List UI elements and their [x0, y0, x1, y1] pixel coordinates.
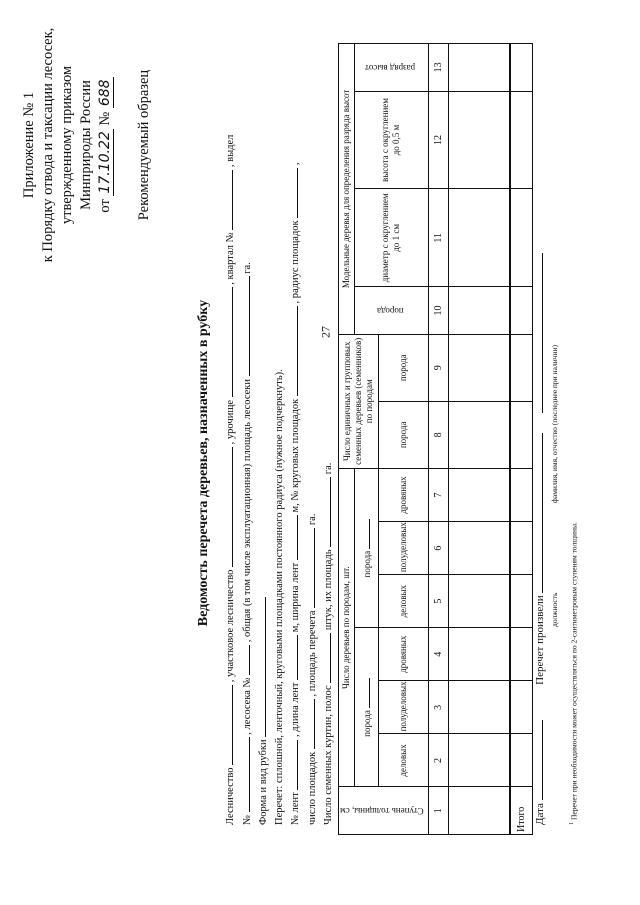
- blank-no-krugovykh[interactable]: [287, 306, 298, 396]
- label-no: №: [241, 814, 253, 825]
- total-cell[interactable]: [510, 287, 532, 335]
- field-row-4: Перечет: сплошной, ленточный, круговыми площадками постоянного радиуса (нужное подчеркнуть).: [273, 369, 285, 825]
- label-chislo-semennykh: Число семенных куртин, полос: [323, 685, 334, 825]
- blank-no-lent[interactable]: [287, 740, 298, 790]
- blank-urochishche[interactable]: [222, 287, 233, 397]
- header-poludelovykh-1: полуделовых: [378, 681, 428, 734]
- appendix-order-line: [96, 5, 115, 285]
- table-numbers-row: [428, 44, 448, 835]
- header-diameter: диаметр с округлением до 1 см: [355, 189, 429, 287]
- col-number: 7: [428, 468, 448, 521]
- col-number: 12: [428, 91, 448, 189]
- field-row-3: [255, 135, 272, 825]
- total-cell[interactable]: [510, 468, 532, 521]
- label-total-area: , общая (в том числе эксплуатационная) площадь лесосеки: [241, 379, 253, 643]
- label-perechet-proizveli: Перечет произвели: [534, 595, 546, 685]
- caption-dolzhnost: должность: [550, 592, 559, 627]
- col-number: 3: [428, 681, 448, 734]
- table-cell[interactable]: [448, 91, 510, 189]
- table-cell[interactable]: [448, 522, 510, 575]
- field-row-7: [320, 135, 337, 825]
- table-total-row: [510, 44, 532, 835]
- table-cell[interactable]: [448, 287, 510, 335]
- page-number: 27: [318, 326, 333, 338]
- signature-row: [532, 125, 546, 825]
- appendix-block: [20, 5, 154, 285]
- col-number: 13: [428, 44, 448, 92]
- blank-fio[interactable]: [532, 253, 543, 413]
- caption-fio: фамилия, имя, отчество (последнее при наличии): [550, 344, 559, 503]
- blank-no[interactable]: [239, 737, 250, 812]
- label-shirina-lent: м, ширина лент: [290, 562, 301, 633]
- label-uchastkovoe: , участковое лесничество: [225, 569, 236, 683]
- blank-chislo-semennykh[interactable]: [320, 633, 331, 683]
- col-number: 6: [428, 522, 448, 575]
- col-number: 8: [428, 401, 448, 468]
- blank-shirina-lent[interactable]: [287, 515, 298, 560]
- header-poludelovykh-2: полуделовых: [378, 522, 428, 575]
- blank-chislo-ploshchadok[interactable]: [304, 699, 315, 749]
- order-number: 688: [97, 79, 113, 107]
- table-cell[interactable]: [448, 628, 510, 681]
- table-cell[interactable]: [448, 787, 510, 835]
- header-seed: Число единичных и групповых семенных деревьев (семенников) по породам: [339, 334, 379, 468]
- blank-lesoseka[interactable]: [239, 645, 250, 675]
- label-shtuk: штук, их площадь: [323, 549, 334, 631]
- header-model-poroda: порода: [355, 287, 429, 335]
- label-chislo-ploshchadok: число площадок: [306, 751, 318, 825]
- number-prefix: №: [97, 111, 113, 126]
- col-number: 5: [428, 575, 448, 628]
- total-cell[interactable]: [510, 681, 532, 734]
- blank-shtuk[interactable]: [320, 477, 331, 547]
- col-number: 2: [428, 734, 448, 787]
- table-header-row-1: [339, 44, 355, 835]
- header-drovyanykh-1: дровяных: [378, 628, 428, 681]
- col-number: 1: [428, 787, 448, 835]
- label-ga-2: га.: [306, 513, 318, 526]
- header-count: Число деревьев по породам, шт.: [339, 468, 355, 787]
- label-no-lent: № лент: [290, 792, 301, 825]
- total-cell[interactable]: [510, 575, 532, 628]
- footnote-mark: 1: [568, 821, 575, 825]
- blank-data[interactable]: [532, 720, 543, 800]
- form-fields: [222, 135, 337, 825]
- blank-kvartal[interactable]: [222, 170, 233, 230]
- label-radius: , радиус площадок: [290, 220, 301, 304]
- blank-radius[interactable]: [287, 168, 298, 218]
- label-lesoseka: , лесосека №: [241, 677, 253, 735]
- total-label: Итого: [510, 787, 532, 835]
- table-cell[interactable]: [448, 468, 510, 521]
- field-row-1: [222, 135, 239, 825]
- appendix-line-2: к Порядку отвода и таксации лесосек,: [40, 27, 56, 263]
- header-drovyanykh-2: дровяных: [378, 468, 428, 521]
- label-ga: га.: [241, 262, 253, 274]
- header-seed-poroda-1: порода: [378, 401, 428, 468]
- label-comma: ,: [290, 162, 301, 166]
- header-model: Модельные деревья для определения разряда высот: [339, 44, 355, 335]
- header-height: высота с округлением до 0,5 м: [355, 91, 429, 189]
- table-cell[interactable]: [448, 189, 510, 287]
- tree-count-table: [338, 43, 533, 835]
- footnote-text: Перечет при необходимости может осуществляться по 2-сантиметровым ступеням толщины.: [569, 522, 579, 820]
- total-cell[interactable]: [510, 189, 532, 287]
- label-dlina-lent: , длина лент: [290, 682, 301, 737]
- blank-total-area[interactable]: [239, 276, 250, 376]
- label-urochishche: , урочище: [225, 399, 236, 445]
- signature-block: [532, 125, 559, 825]
- table-data-row[interactable]: [448, 44, 510, 835]
- field-row-6: [304, 135, 321, 825]
- label-forma: Форма и вид рубки: [258, 739, 269, 825]
- label-data: Дата: [534, 803, 546, 825]
- label-kvartal: , квартал №: [225, 232, 236, 285]
- table-cell[interactable]: [448, 44, 510, 92]
- total-cell[interactable]: [510, 334, 532, 401]
- col-number: 9: [428, 334, 448, 401]
- header-delovykh-1: деловых: [378, 734, 428, 787]
- total-cell[interactable]: [510, 628, 532, 681]
- col-number: 10: [428, 287, 448, 335]
- table-cell[interactable]: [448, 681, 510, 734]
- label-vydel: , выдел: [225, 134, 236, 168]
- blank-uchastkovoe[interactable]: [222, 447, 233, 567]
- footnote: [568, 522, 579, 825]
- field-row-5: [287, 135, 304, 825]
- label-leshichestvo: Лесничество: [225, 767, 236, 825]
- header-poroda-1[interactable]: порода: [355, 628, 379, 787]
- total-cell[interactable]: [510, 91, 532, 189]
- header-stupen: Ступень толщины, см: [339, 787, 429, 835]
- blank-forma[interactable]: [255, 597, 266, 737]
- order-date: 17.10.22: [97, 131, 113, 194]
- date-prefix: от: [97, 199, 113, 213]
- appendix-line-3: утвержденному приказом: [59, 65, 75, 225]
- field-row-2: [239, 135, 256, 825]
- header-seed-poroda-2: порода: [378, 334, 428, 401]
- table-cell[interactable]: [448, 575, 510, 628]
- total-cell[interactable]: [510, 401, 532, 468]
- col-number: 4: [428, 628, 448, 681]
- table-cell[interactable]: [448, 334, 510, 401]
- blank-dolzhnost[interactable]: [532, 433, 543, 593]
- appendix-line-4: Минприроды России: [78, 80, 94, 210]
- col-number: 11: [428, 189, 448, 287]
- table-cell[interactable]: [448, 401, 510, 468]
- label-ploshchad-perecheta: , площадь перечета: [306, 610, 318, 697]
- appendix-line-1: Приложение № 1: [21, 91, 37, 199]
- blank-leshichestvo[interactable]: [222, 685, 233, 765]
- total-cell[interactable]: [510, 522, 532, 575]
- header-delovykh-2: деловых: [378, 575, 428, 628]
- label-no-krugovykh: м, № круговых площадок: [290, 398, 301, 513]
- document-title: Ведомость перечета деревьев, назначенных в рубку: [196, 299, 211, 627]
- header-poroda-2[interactable]: порода: [355, 468, 379, 627]
- header-razryad: разряд высот: [355, 44, 429, 92]
- table-cell[interactable]: [448, 734, 510, 787]
- recommended-sample: Рекомендуемый образец: [136, 69, 152, 221]
- blank-dlina-lent[interactable]: [287, 635, 298, 680]
- label-ga-3: га.: [323, 462, 334, 475]
- total-cell[interactable]: [510, 734, 532, 787]
- blank-ploshchad-perecheta[interactable]: [304, 528, 315, 608]
- total-cell[interactable]: [510, 44, 532, 92]
